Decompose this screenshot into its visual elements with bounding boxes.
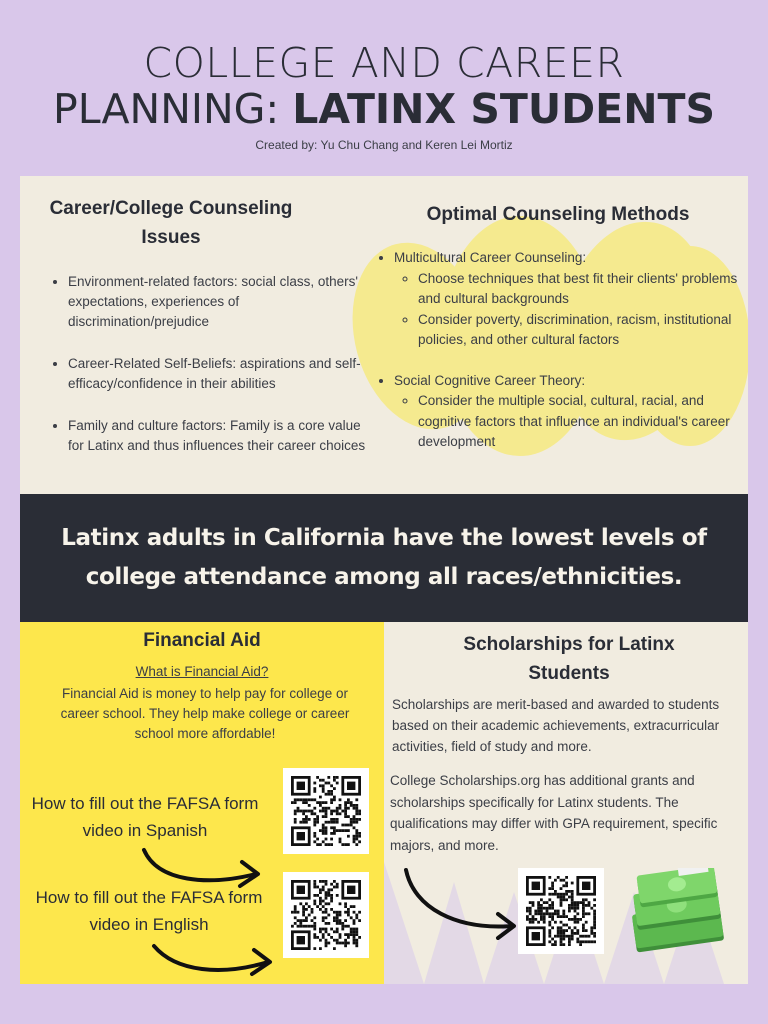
qr-code-english[interactable] (283, 872, 369, 958)
title-line-1: COLLEGE AND CAREER (143, 39, 625, 87)
method-label: Multicultural Career Counseling: (394, 250, 587, 265)
method-label: Social Cognitive Career Theory: (394, 372, 586, 388)
counseling-panel (20, 176, 748, 494)
title-line-2 (0, 86, 768, 132)
qr-code-icon (526, 876, 596, 946)
fafsa-english-link[interactable]: How to fill out the FAFSA form video in English (35, 888, 263, 934)
financial-aid-question: What is Financial Aid? (135, 664, 269, 679)
qr-code-spanish[interactable] (283, 768, 369, 854)
issues-list (68, 272, 366, 456)
page-title (0, 40, 768, 132)
list-item (394, 248, 738, 351)
financial-aid-heading: Financial Aid (143, 630, 261, 651)
sub-list-item: ◦ Consider poverty, discrimination, racism, institutional policies, and other cultural factors (418, 310, 738, 351)
qr-code-icon (291, 776, 361, 846)
statistic-banner (20, 494, 748, 622)
counseling-issues-section (46, 194, 366, 478)
sub-list-item: ◦ Choose techniques that best fit their clients' problems and cultural backgrounds (418, 269, 738, 310)
qr-code-scholarships[interactable] (518, 868, 604, 954)
title-line-2-bold: LATINX STUDENTS (292, 85, 715, 133)
list-item: • Environment-related factors: social class, others' expectations, experiences of discrimination/prejudice (68, 272, 366, 332)
banner-text: Latinx adults in California have the lowest levels of college attendance among all races/ethnicities. (61, 525, 707, 590)
financial-aid-section (20, 622, 384, 984)
list-item: • Family and culture factors: Family is a core value for Latinx and thus influences their career choices (68, 416, 366, 456)
money-stack-icon (622, 868, 740, 958)
list-item: • Career-Related Self-Beliefs: aspirations and self-efficacy/confidence in their abilities (68, 354, 366, 394)
methods-heading: Optimal Counseling Methods (426, 204, 690, 225)
arrow-icon (148, 938, 278, 982)
list-item (394, 371, 738, 453)
scholarships-section (384, 622, 748, 984)
sub-list (418, 391, 738, 453)
scholarships-paragraph-1: Scholarships are merit-based and awarded to students based on their academic achievements, extracurricular activities, field of study and more. (392, 697, 720, 754)
scholarships-paragraph-2: College Scholarships.org has additional grants and scholarships specifically for Latinx students. The qualifications may differ with GPA requirement, specific majors, and more. (390, 773, 718, 853)
arrow-icon (400, 864, 520, 940)
credit-line: Created by: Yu Chu Chang and Keren Lei Mortiz (255, 138, 513, 152)
qr-code-icon (291, 880, 361, 950)
sub-list-item: ◦ Consider the multiple social, cultural, racial, and cognitive factors that influence an individual's career development (418, 391, 738, 453)
title-line-2-prefix: PLANNING: (52, 85, 293, 133)
scholarships-heading: Scholarships for Latinx Students (463, 634, 675, 684)
issues-heading: Career/College Counseling Issues (49, 198, 293, 248)
counseling-methods-section (378, 202, 738, 473)
methods-list (394, 248, 738, 453)
financial-aid-description: Financial Aid is money to help pay for college or career school. They help make college or career school more affordable! (60, 686, 350, 741)
sub-list (418, 269, 738, 351)
fafsa-spanish-link[interactable]: How to fill out the FAFSA form video in Spanish (31, 794, 259, 840)
